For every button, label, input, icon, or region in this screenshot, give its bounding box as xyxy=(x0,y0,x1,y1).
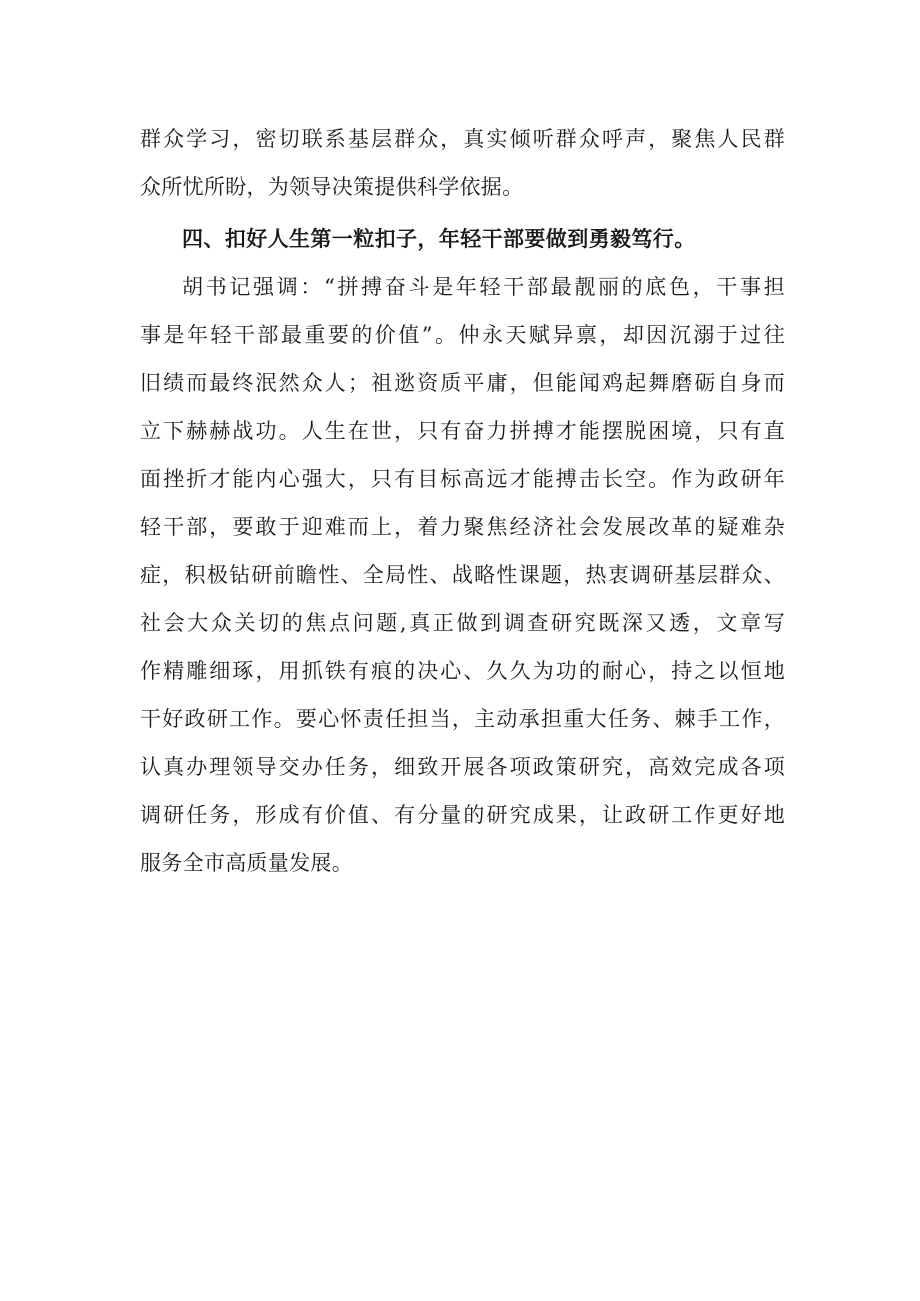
section-heading: 四、扣好人生第一粒扣子，年轻干部要做到勇毅笃行。 xyxy=(182,227,696,251)
paragraph-line: 群众学习，密切联系基层群众，真实倾听群众呼声，聚焦人民群 xyxy=(140,127,785,151)
paragraph-line: 症，积极钻研前瞻性、全局性、战略性课题，热衷调研基层群众、 xyxy=(140,563,785,587)
paragraph-line: 认真办理领导交办任务，细致开展各项政策研究，高效完成各项 xyxy=(140,755,785,779)
intro-paragraph xyxy=(140,115,785,211)
paragraph-line: 调研任务，形成有价值、有分量的研究成果，让政研工作更好地 xyxy=(140,803,785,827)
paragraph-line: 社会大众关切的焦点问题,真正做到调查研究既深又透，文章写 xyxy=(140,611,785,635)
paragraph-line: 服务全市高质量发展。 xyxy=(140,851,353,875)
paragraph-line: 立下赫赫战功。人生在世，只有奋力拼搏才能摆脱困境，只有直 xyxy=(140,419,785,443)
paragraph-line: 轻干部，要敢于迎难而上，着力聚焦经济社会发展改革的疑难杂 xyxy=(140,515,785,539)
body-paragraph xyxy=(140,263,785,887)
paragraph-line: 胡书记强调：“拼搏奋斗是年轻干部最靓丽的底色，干事担 xyxy=(182,275,785,299)
document-page xyxy=(140,115,785,887)
paragraph-line: 旧绩而最终泯然众人；祖逖资质平庸，但能闻鸡起舞磨砺自身而 xyxy=(140,371,785,395)
paragraph-line: 面挫折才能内心强大，只有目标高远才能搏击长空。作为政研年 xyxy=(140,467,785,491)
paragraph-line: 众所忧所盼，为领导决策提供科学依据。 xyxy=(140,175,524,199)
paragraph-line: 干好政研工作。要心怀责任担当，主动承担重大任务、棘手工作， xyxy=(140,707,785,731)
paragraph-line: 作精雕细琢，用抓铁有痕的决心、久久为功的耐心，持之以恒地 xyxy=(140,659,785,683)
paragraph-line: 事是年轻干部最重要的价值”。仲永天赋异禀，却因沉溺于过往 xyxy=(140,323,785,347)
